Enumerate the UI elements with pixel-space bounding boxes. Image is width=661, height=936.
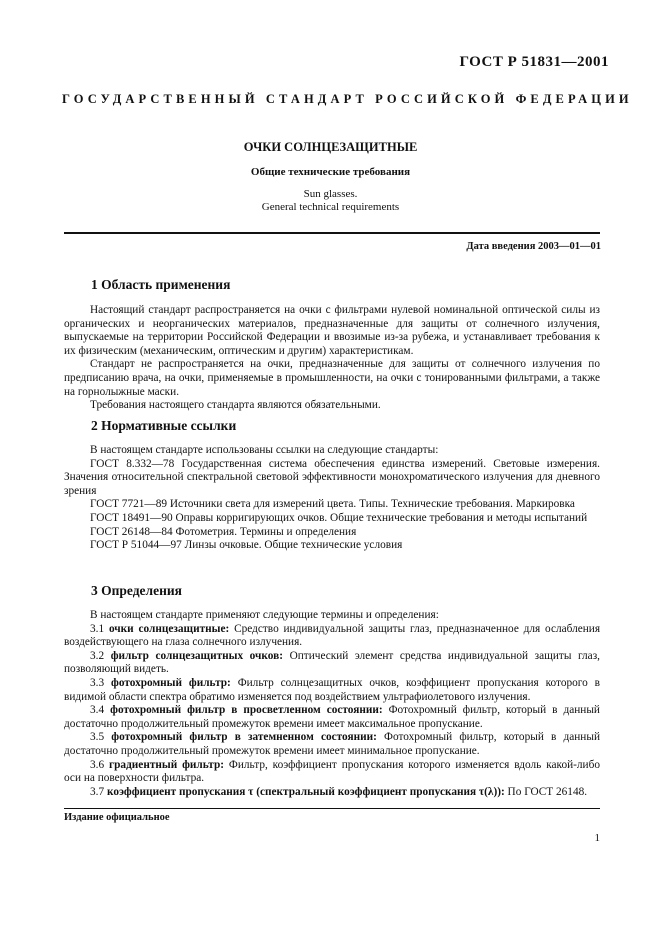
- definition-number: 3.5: [90, 731, 105, 744]
- definition-term: фотохромный фильтр в затемненном состоянии:: [111, 731, 377, 744]
- definition-number: 3.7: [90, 785, 105, 798]
- definition-number: 3.6: [90, 758, 105, 771]
- definition-item: [64, 677, 600, 704]
- definition-text: По ГОСТ 26148.: [504, 785, 588, 798]
- definition-number: 3.2: [90, 649, 105, 662]
- section-2-heading: 2 Нормативные ссылки: [91, 418, 237, 433]
- document-subtitle: Общие технические требования: [250, 166, 411, 178]
- section-3-heading: 3 Определения: [91, 583, 182, 598]
- definition-text: Фотохромный фильтр, который в данный достаточно продолжительный промежуток времени имеет минимальное пропускание.: [64, 731, 600, 757]
- definition-term: очки солнцезащитные:: [108, 622, 230, 635]
- english-title-line1: Sun glasses.: [303, 188, 358, 200]
- paragraph: Настоящий стандарт распространяется на очки с фильтрами нулевой номинальной оптической силы из органических и неорганических материалов, предназначенные для защиты от солнечного излучения, выпускаемые на территории Российской Федерации и ввозимые из-за рубежа, и устанавливает требования к их физическим (механическим, оптическим и другим) характеристикам.: [64, 304, 600, 357]
- definition-text: Оптический элемент средства индивидуальной защиты глаз, позволяющий видеть.: [64, 649, 600, 676]
- english-title-line2: General technical requirements: [261, 201, 400, 213]
- section-1-heading: 1 Область применения: [91, 277, 231, 292]
- definition-number: 3.3: [90, 676, 105, 689]
- footer-divider: [64, 808, 600, 809]
- definition-term: фильтр солнцезащитных очков:: [110, 649, 283, 662]
- definition-text: Средство индивидуальной защиты глаз, предназначенное для ослабления воздействующего на глаза солнечного излучения.: [64, 622, 601, 649]
- definition-item: [64, 650, 600, 677]
- definition-text: Фильтр, коэффициент пропускания которого изменяется вдоль какой-либо оси на поверхности фильтра.: [64, 758, 600, 785]
- definition-item: [64, 786, 600, 800]
- definition-number: 3.4: [90, 704, 105, 717]
- definition-term: фотохромный фильтр в просветленном состоянии:: [110, 704, 383, 717]
- definition-term: коэффициент пропускания τ (спектральный коэффициент пропускания τ(λ)):: [106, 785, 505, 798]
- paragraph: В настоящем стандарте применяют следующие термины и определения:: [90, 609, 439, 621]
- section-3-body: [64, 609, 600, 799]
- reference-item: ГОСТ 8.332—78 Государственная система обеспечения единства измерений. Световые измерения. Значения относительной спектральной световой эффективности монохроматического излучения для дневного зрения: [64, 457, 600, 497]
- definition-item: [64, 704, 600, 731]
- definition-number: 3.1: [90, 622, 105, 635]
- reference-item: ГОСТ Р 51044—97 Линзы очковые. Общие технические условия: [90, 539, 403, 552]
- reference-item: ГОСТ 18491—90 Оправы корригирующих очков. Общие технические требования и методы испытаний: [90, 511, 588, 524]
- paragraph: Стандарт не распространяется на очки, предназначенные для защиты от солнечного излучения по предписанию врача, на очки, применяемые в промышленности, на очки с тонированными фильтрами, а также на горнолыжные маски.: [64, 358, 600, 398]
- reference-item: ГОСТ 26148—84 Фотометрия. Термины и определения: [90, 525, 357, 538]
- title-divider: [64, 232, 600, 234]
- english-title: [0, 188, 661, 214]
- definition-item: [64, 731, 600, 758]
- state-standard-heading: ГОСУДАРСТВЕННЫЙ СТАНДАРТ РОССИЙСКОЙ ФЕДЕРАЦИИ: [62, 92, 633, 106]
- reference-item: ГОСТ 7721—89 Источники света для измерений цвета. Типы. Технические требования. Маркировка: [90, 498, 575, 511]
- section-2-body: [64, 444, 600, 553]
- edition-note: Издание официальное: [64, 812, 170, 823]
- paragraph: Требования настоящего стандарта являются обязательными.: [90, 399, 381, 412]
- document-code: ГОСТ Р 51831—2001: [459, 54, 609, 70]
- definition-text: Фильтр солнцезащитных очков, коэффициент пропускания которого в видимой области спектра обратимо изменяется под воздействием ультрафиолетового излучения.: [64, 676, 601, 703]
- definition-term: градиентный фильтр:: [109, 758, 225, 771]
- definition-item: [64, 623, 600, 650]
- definition-item: [64, 759, 600, 786]
- page-number: 1: [594, 832, 600, 844]
- document-title: ОЧКИ СОЛНЦЕЗАЩИТНЫЕ: [243, 140, 418, 154]
- section-1-body: [64, 304, 600, 413]
- paragraph: В настоящем стандарте использованы ссылки на следующие стандарты:: [90, 444, 439, 456]
- definition-term: фотохромный фильтр:: [111, 676, 231, 689]
- introduction-date: Дата введения 2003—01—01: [466, 241, 601, 252]
- definition-text: Фотохромный фильтр, который в данный достаточно продолжительный промежуток времени имеет максимальное пропускание.: [64, 704, 600, 730]
